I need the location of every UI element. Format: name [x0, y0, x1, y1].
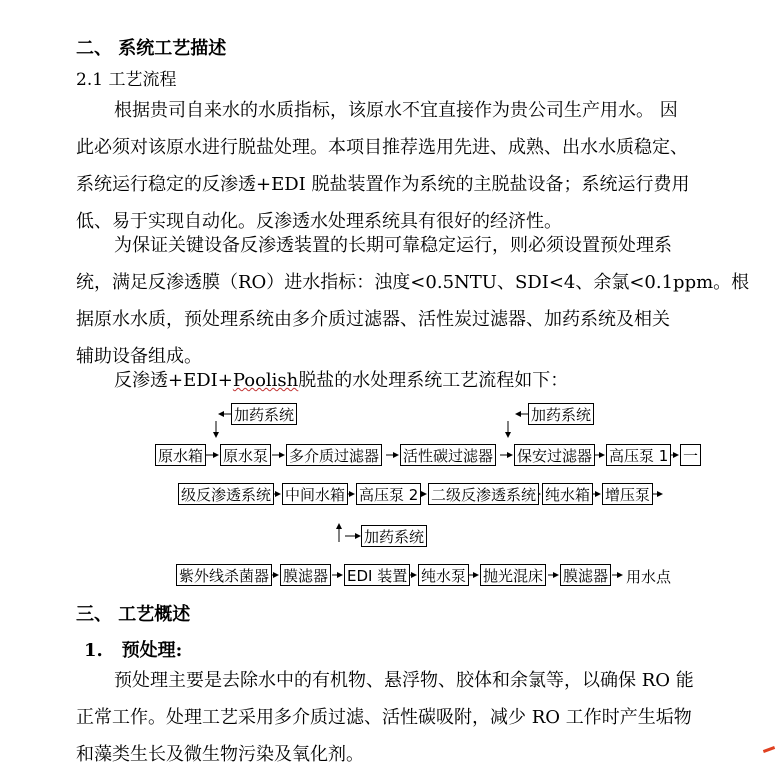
text-line: 低、易于实现自动化。反渗透水处理系统具有很好的经济性。: [76, 211, 562, 232]
flow-intro-pre: 反渗透+EDI+: [114, 370, 233, 391]
booster-pump-box: 增压泵: [602, 483, 653, 505]
raw-water-tank-box: 原水箱: [155, 444, 206, 466]
second-stage-ro-box: 二级反渗透系统: [428, 483, 539, 505]
text-line: 辅助设备组成。: [76, 346, 202, 367]
security-filter-box: 保安过滤器: [514, 444, 595, 466]
subsection-heading: 2.1 工艺流程: [76, 70, 177, 90]
uv-sterilizer-box: 紫外线杀菌器: [176, 564, 272, 586]
pure-water-tank-box: 纯水箱: [542, 483, 593, 505]
text-line: 系统运行稳定的反渗透+EDI 脱盐装置作为系统的主脱盐设备；系统运行费用: [76, 174, 690, 195]
raw-water-pump-box: 原水泵: [220, 444, 271, 466]
dosing-system-box-1: 加药系统: [231, 403, 297, 425]
pure-water-pump-box: 纯水泵: [418, 564, 469, 586]
paragraph-pretreatment: [76, 662, 694, 773]
intermediate-tank-box: 中间水箱: [282, 483, 348, 505]
text-line: 统，满足反渗透膜（RO）进水指标：浊度<0.5NTU、SDI<4、余氯<0.1ppm。根: [76, 272, 750, 293]
first-stage-ro-box: 级反渗透系统: [178, 483, 274, 505]
flow-intro-post: 脱盐的水处理系统工艺流程如下：: [298, 370, 569, 391]
activated-carbon-filter-box: 活性碳过滤器: [400, 444, 496, 466]
section-heading-2: 二、 系统工艺描述: [76, 38, 227, 59]
membrane-filter-2-box: 膜滤器: [560, 564, 611, 586]
polishing-mixed-bed-box: 抛光混床: [480, 564, 546, 586]
text-line: 为保证关键设备反渗透装置的长期可靠稳定运行，则必须设置预处理系: [114, 235, 672, 256]
text-line: 正常工作。处理工艺采用多介质过滤、活性碳吸附，减少 RO 工作时产生垢物: [76, 707, 692, 728]
text-line: 和藻类生长及微生物污染及氧化剂。: [76, 744, 364, 765]
text-line: 预处理主要是去除水中的有机物、悬浮物、胶体和余氯等，以确保 RO 能: [114, 670, 694, 691]
multimedia-filter-box: 多介质过滤器: [286, 444, 382, 466]
section-heading-3: 三、 工艺概述: [76, 604, 191, 625]
high-pressure-pump-2-box: 高压泵 2: [356, 483, 421, 505]
edi-unit-box: EDI 装置: [344, 564, 410, 586]
text-line: 据原水水质，预处理系统由多介质过滤器、活性炭过滤器、加药系统及相关: [76, 309, 670, 330]
membrane-filter-1-box: 膜滤器: [280, 564, 331, 586]
water-use-point: 用水点: [626, 568, 672, 586]
flow-intro-word: Poolish: [232, 370, 299, 391]
high-pressure-pump-1-box: 高压泵 1: [606, 444, 671, 466]
dosing-system-box-3: 加药系统: [361, 525, 427, 547]
text-line: 根据贵司自来水的水质指标，该原水不宜直接作为贵公司生产用水。 因: [114, 100, 678, 121]
text-line: 此必须对该原水进行脱盐处理。本项目推荐选用先进、成熟、出水水质稳定、: [76, 137, 688, 158]
item-pretreatment: 1. 预处理:: [84, 640, 183, 661]
row1-continuation-box: 一: [680, 444, 701, 466]
dosing-system-box-2: 加药系统: [528, 403, 594, 425]
